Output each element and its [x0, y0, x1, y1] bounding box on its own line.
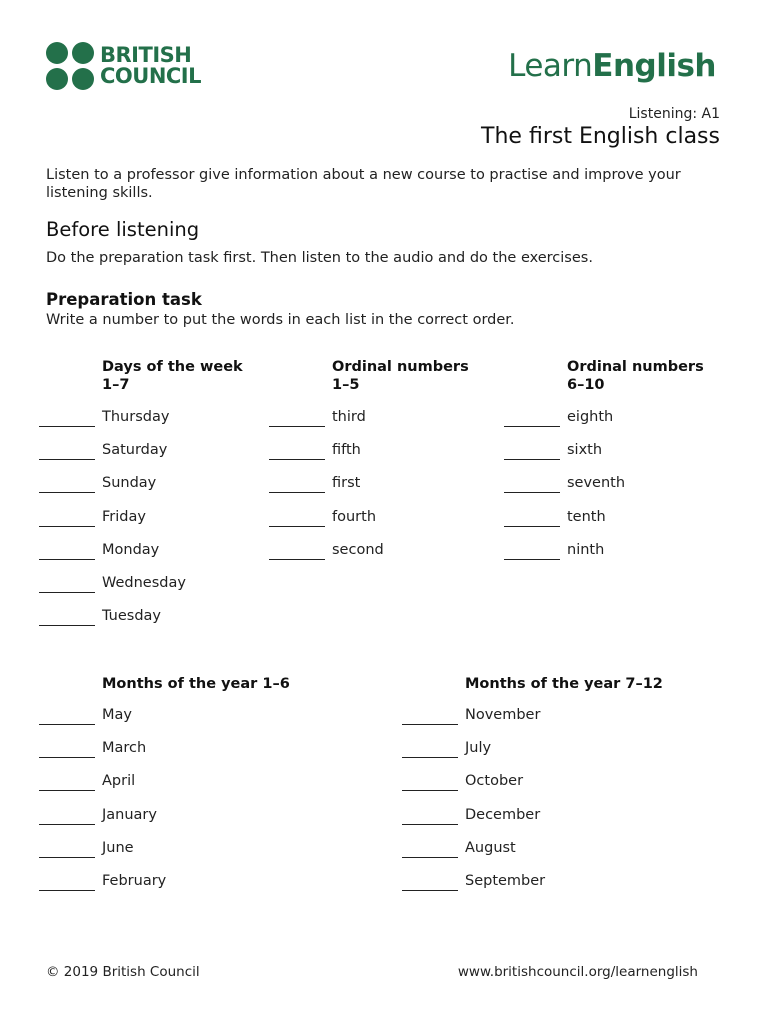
list-item — [269, 442, 469, 462]
answer-blank[interactable] — [504, 426, 560, 427]
page-title: The first English class — [481, 124, 720, 149]
list-item — [402, 740, 652, 760]
list-item-word: June — [102, 839, 134, 856]
list-item — [269, 509, 469, 529]
ordinal1-heading — [332, 358, 469, 394]
list-item — [39, 409, 239, 429]
list-item — [504, 409, 704, 429]
logo-dots-icon — [46, 42, 94, 90]
answer-blank[interactable] — [39, 724, 95, 725]
list-item — [402, 873, 652, 893]
list-item-word: Friday — [102, 508, 146, 525]
list-item — [39, 608, 239, 628]
list-item-word: sixth — [567, 442, 603, 459]
answer-blank[interactable] — [402, 857, 458, 858]
answer-blank[interactable] — [504, 526, 560, 527]
list-item-word: March — [102, 740, 147, 757]
list-item-word: second — [332, 541, 384, 558]
list-item-word: August — [465, 839, 516, 856]
answer-blank[interactable] — [402, 790, 458, 791]
list-item — [39, 475, 239, 495]
list-item — [504, 542, 704, 562]
answer-blank[interactable] — [402, 724, 458, 725]
brand-line2: COUNCIL — [100, 64, 201, 88]
list-item-word: Tuesday — [102, 608, 161, 625]
months2-heading: Months of the year 7–12 — [465, 676, 663, 692]
list-item — [269, 542, 469, 562]
list-item-word: November — [465, 707, 541, 723]
preparation-task-text: Write a number to put the words in each list in the correct order. — [46, 312, 515, 328]
list-item — [39, 807, 289, 827]
answer-blank[interactable] — [39, 857, 95, 858]
answer-blank[interactable] — [39, 459, 95, 460]
list-item — [402, 807, 652, 827]
list-item — [504, 509, 704, 529]
answer-blank[interactable] — [39, 592, 95, 593]
list-item — [402, 773, 652, 793]
level-label: Listening: A1 — [628, 106, 720, 122]
list-item-word: fourth — [332, 508, 377, 525]
list-item-word: October — [465, 773, 524, 790]
answer-blank[interactable] — [402, 824, 458, 825]
answer-blank[interactable] — [269, 459, 325, 460]
answer-blank[interactable] — [402, 757, 458, 758]
list-item — [269, 475, 469, 495]
list-item — [39, 840, 289, 860]
list-item — [39, 575, 239, 595]
learnenglish-part1: Learn — [508, 48, 593, 84]
answer-blank[interactable] — [39, 824, 95, 825]
answer-blank[interactable] — [39, 492, 95, 493]
answer-blank[interactable] — [39, 790, 95, 791]
list-item-word: September — [465, 873, 546, 889]
learnenglish-part2: English — [592, 48, 716, 84]
answer-blank[interactable] — [504, 492, 560, 493]
preparation-task-heading: Preparation task — [46, 290, 202, 309]
months1-heading: Months of the year 1–6 — [102, 676, 290, 692]
brand-line1: BRITISH — [100, 43, 192, 67]
learnenglish-logo — [508, 48, 716, 84]
ordinal2-heading — [567, 358, 704, 394]
list-item — [39, 773, 289, 793]
list-item — [504, 442, 704, 462]
answer-blank[interactable] — [504, 559, 560, 560]
list-item — [39, 707, 289, 727]
list-item-word: July — [465, 740, 492, 757]
list-item-word: Thursday — [102, 409, 170, 425]
answer-blank[interactable] — [269, 526, 325, 527]
footer-copyright: © 2019 British Council — [46, 964, 200, 980]
answer-blank[interactable] — [402, 890, 458, 891]
list-item-word: ninth — [567, 541, 605, 558]
list-item-word: fifth — [332, 442, 361, 459]
list-item-word: Sunday — [102, 475, 157, 492]
list-item — [39, 542, 239, 562]
intro-text: Listen to a professor give information about a new course to practise and improve your listening skills. — [46, 167, 681, 201]
list-item-word: Monday — [102, 541, 160, 558]
list-item — [39, 442, 239, 462]
answer-blank[interactable] — [39, 426, 95, 427]
days-heading — [102, 358, 243, 394]
list-item-word: third — [332, 409, 366, 425]
list-item-word: December — [465, 806, 541, 823]
before-listening-text: Do the preparation task first. Then listen to the audio and do the exercises. — [46, 250, 593, 266]
list-item-word: eighth — [567, 409, 614, 425]
answer-blank[interactable] — [504, 459, 560, 460]
list-item — [39, 509, 239, 529]
list-item-word: first — [332, 475, 361, 492]
answer-blank[interactable] — [39, 526, 95, 527]
list-item — [504, 475, 704, 495]
list-item-word: February — [102, 873, 167, 889]
ordinal1-heading-line1: Ordinal numbers — [332, 359, 469, 375]
answer-blank[interactable] — [39, 559, 95, 560]
british-council-logo — [46, 42, 201, 90]
list-item — [39, 740, 289, 760]
footer-url[interactable]: www.britishcouncil.org/learnenglish — [457, 964, 698, 980]
list-item — [402, 707, 652, 727]
list-item-word: Saturday — [102, 442, 168, 459]
ordinal1-heading-line2: 1–5 — [332, 377, 360, 393]
list-item-word: May — [102, 707, 132, 723]
answer-blank[interactable] — [39, 890, 95, 891]
list-item-word: January — [102, 806, 157, 823]
days-heading-line1: Days of the week — [102, 359, 243, 375]
list-item — [402, 840, 652, 860]
answer-blank[interactable] — [39, 625, 95, 626]
list-item — [39, 873, 289, 893]
list-item-word: April — [102, 773, 136, 790]
ordinal2-heading-line1: Ordinal numbers — [567, 359, 704, 375]
answer-blank[interactable] — [39, 757, 95, 758]
list-item-word: Wednesday — [102, 575, 186, 591]
list-item-word: tenth — [567, 508, 606, 525]
answer-blank[interactable] — [269, 559, 325, 560]
list-item-word: seventh — [567, 475, 626, 492]
answer-blank[interactable] — [269, 492, 325, 493]
ordinal2-heading-line2: 6–10 — [567, 377, 605, 393]
list-item — [269, 409, 469, 429]
before-listening-heading: Before listening — [46, 218, 200, 241]
answer-blank[interactable] — [269, 426, 325, 427]
days-heading-line2: 1–7 — [102, 377, 130, 393]
